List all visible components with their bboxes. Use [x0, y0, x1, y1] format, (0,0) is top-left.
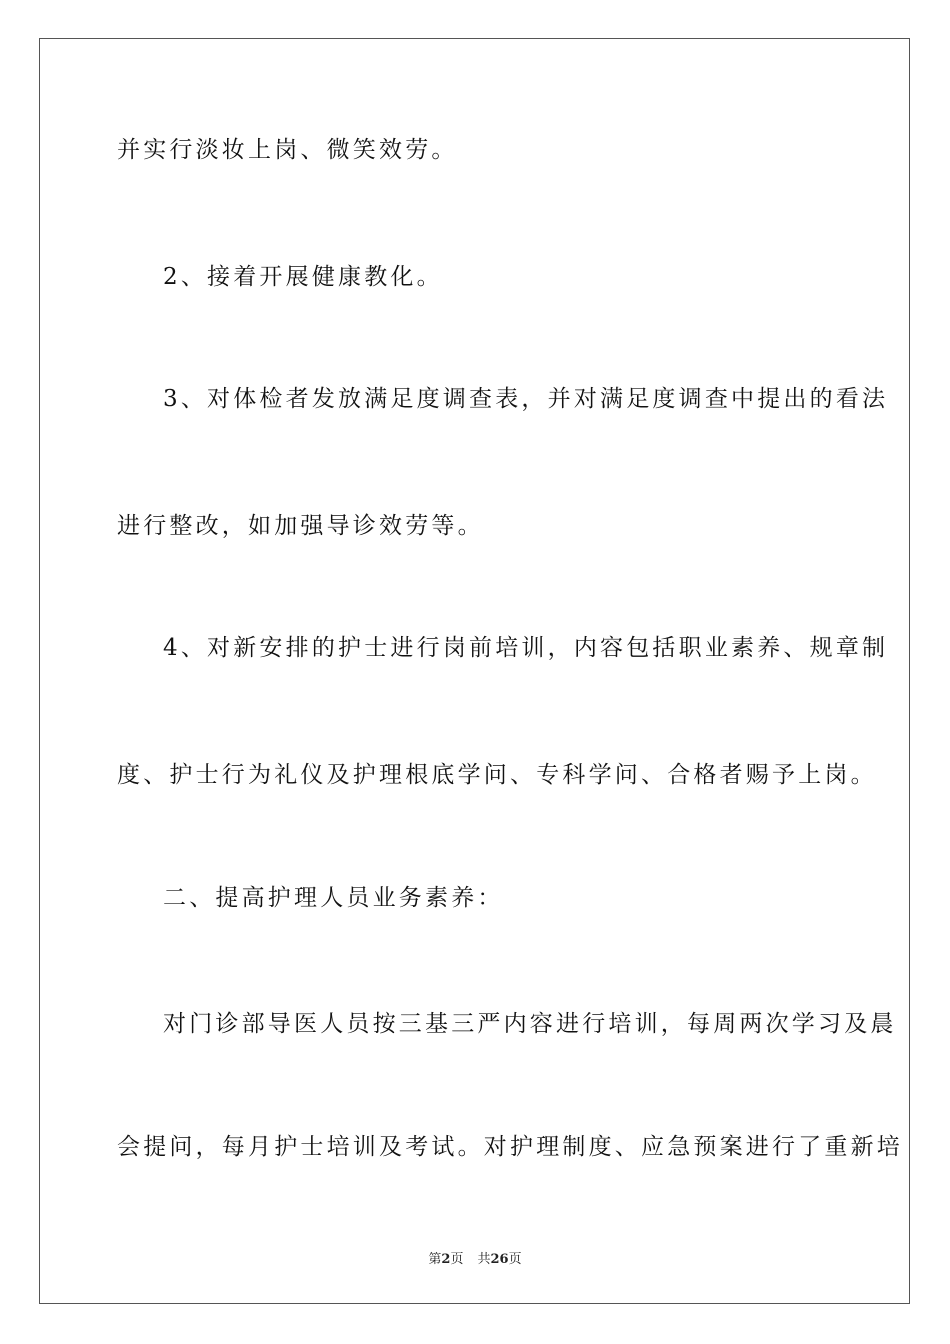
body-line-8: 对门诊部导医人员按三基三严内容进行培训，每周两次学习及晨 — [163, 1011, 897, 1037]
total-suffix: 页 — [508, 1252, 522, 1267]
body-line-2: 2、接着开展健康教化。 — [163, 264, 443, 290]
page-border — [39, 38, 910, 1304]
body-line-1: 并实行淡妆上岗、微笑效劳。 — [117, 137, 458, 163]
page-prefix: 第 — [428, 1252, 442, 1267]
body-line-5: 4、对新安排的护士进行岗前培训，内容包括职业素养、规章制 — [163, 635, 889, 661]
section-heading: 二、提高护理人员业务素养： — [163, 885, 504, 911]
page-number: 2 — [441, 1252, 451, 1267]
body-line-3: 3、对体检者发放满足度调查表，并对满足度调查中提出的看法 — [163, 386, 889, 412]
body-line-6: 度、护士行为礼仪及护理根底学问、专科学问、合格者赐予上岗。 — [117, 762, 877, 788]
page-suffix: 页 — [450, 1252, 464, 1267]
total-prefix: 共 — [477, 1252, 491, 1267]
page-footer — [0, 1248, 950, 1267]
total-pages: 26 — [490, 1252, 509, 1267]
body-line-4: 进行整改，如加强导诊效劳等。 — [117, 513, 484, 539]
body-line-9: 会提问，每月护士培训及考试。对护理制度、应急预案进行了重新培 — [117, 1134, 903, 1160]
